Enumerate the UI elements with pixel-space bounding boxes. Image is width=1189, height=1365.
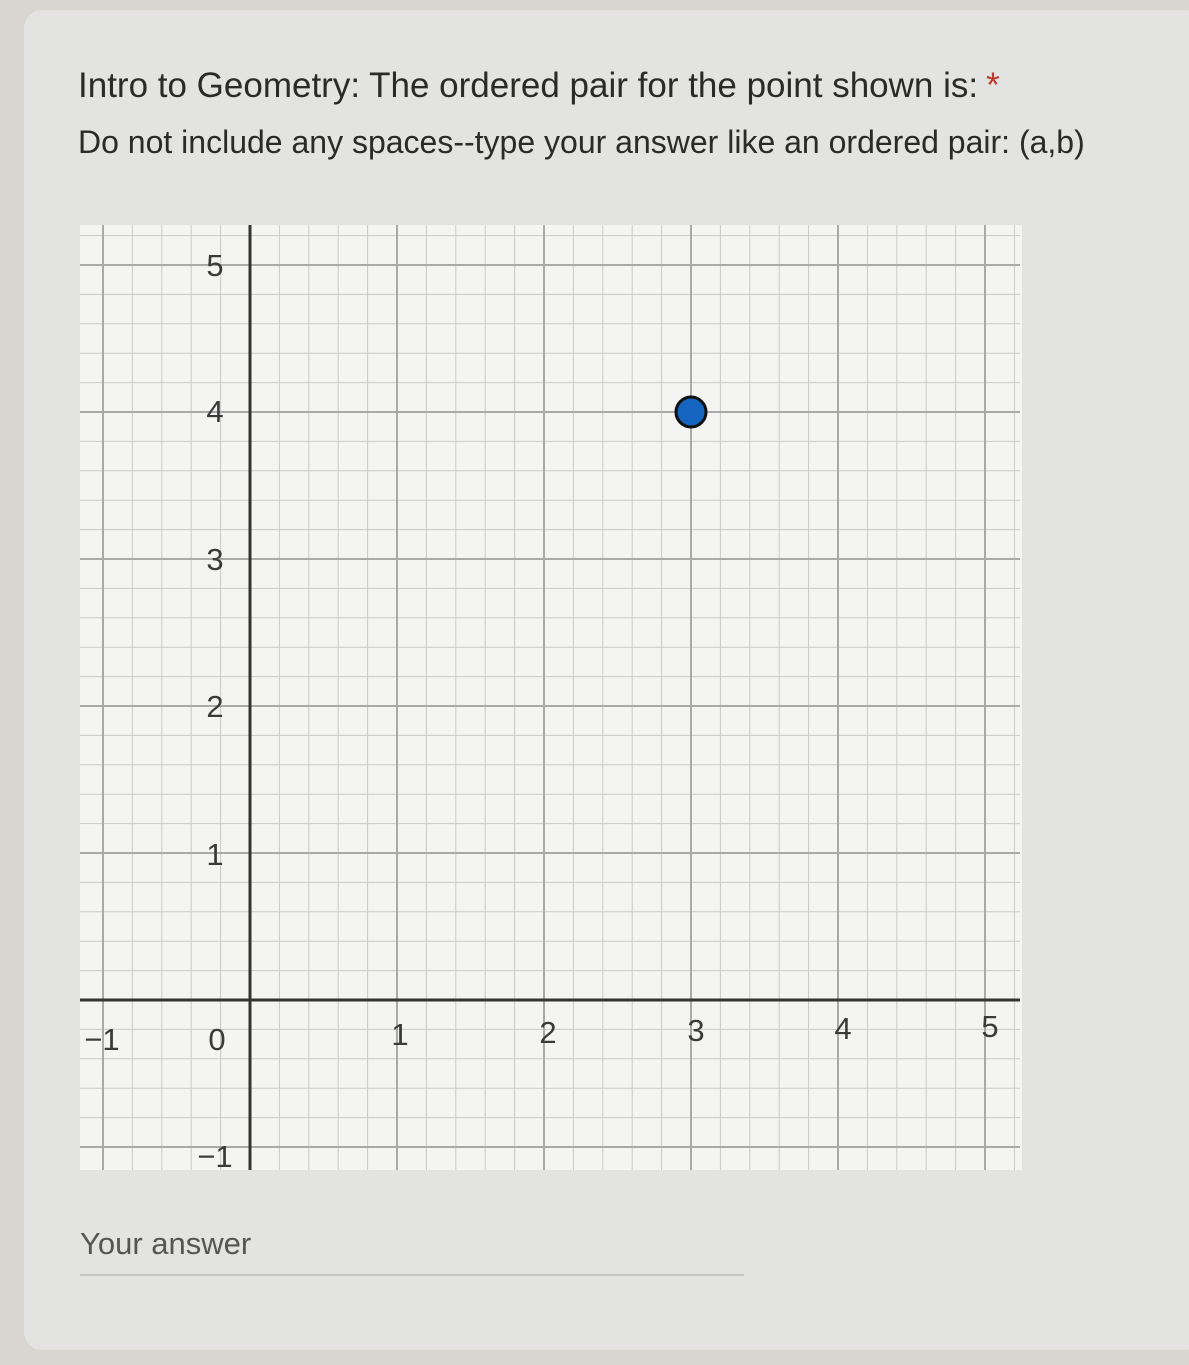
required-marker: * [986, 66, 1000, 105]
answer-placeholder-label: Your answer [80, 1226, 252, 1261]
question-description: Do not include any spaces--type your answer like an ordered pair: (a,b) [78, 124, 1085, 160]
x-tick-label-4: 4 [834, 1011, 852, 1046]
y-tick-label-neg1: −1 [197, 1139, 233, 1174]
question-title-text: Intro to Geometry: The ordered pair for the point shown is: [78, 66, 979, 105]
y-tick-label-2: 2 [206, 689, 224, 724]
x-tick-label-0: 0 [208, 1022, 226, 1057]
answer-input[interactable] [80, 1222, 744, 1276]
x-tick-label-neg1: −1 [84, 1022, 120, 1057]
plotted-point [676, 397, 706, 427]
x-tick-label-5: 5 [981, 1009, 999, 1044]
x-tick-label-2: 2 [539, 1015, 557, 1050]
y-tick-label-1: 1 [206, 837, 224, 872]
x-tick-label-3: 3 [687, 1013, 705, 1048]
x-tick-label-1: 1 [391, 1017, 409, 1052]
y-tick-label-3: 3 [206, 542, 224, 577]
y-tick-label-4: 4 [206, 394, 224, 429]
y-tick-label-5: 5 [206, 248, 224, 283]
